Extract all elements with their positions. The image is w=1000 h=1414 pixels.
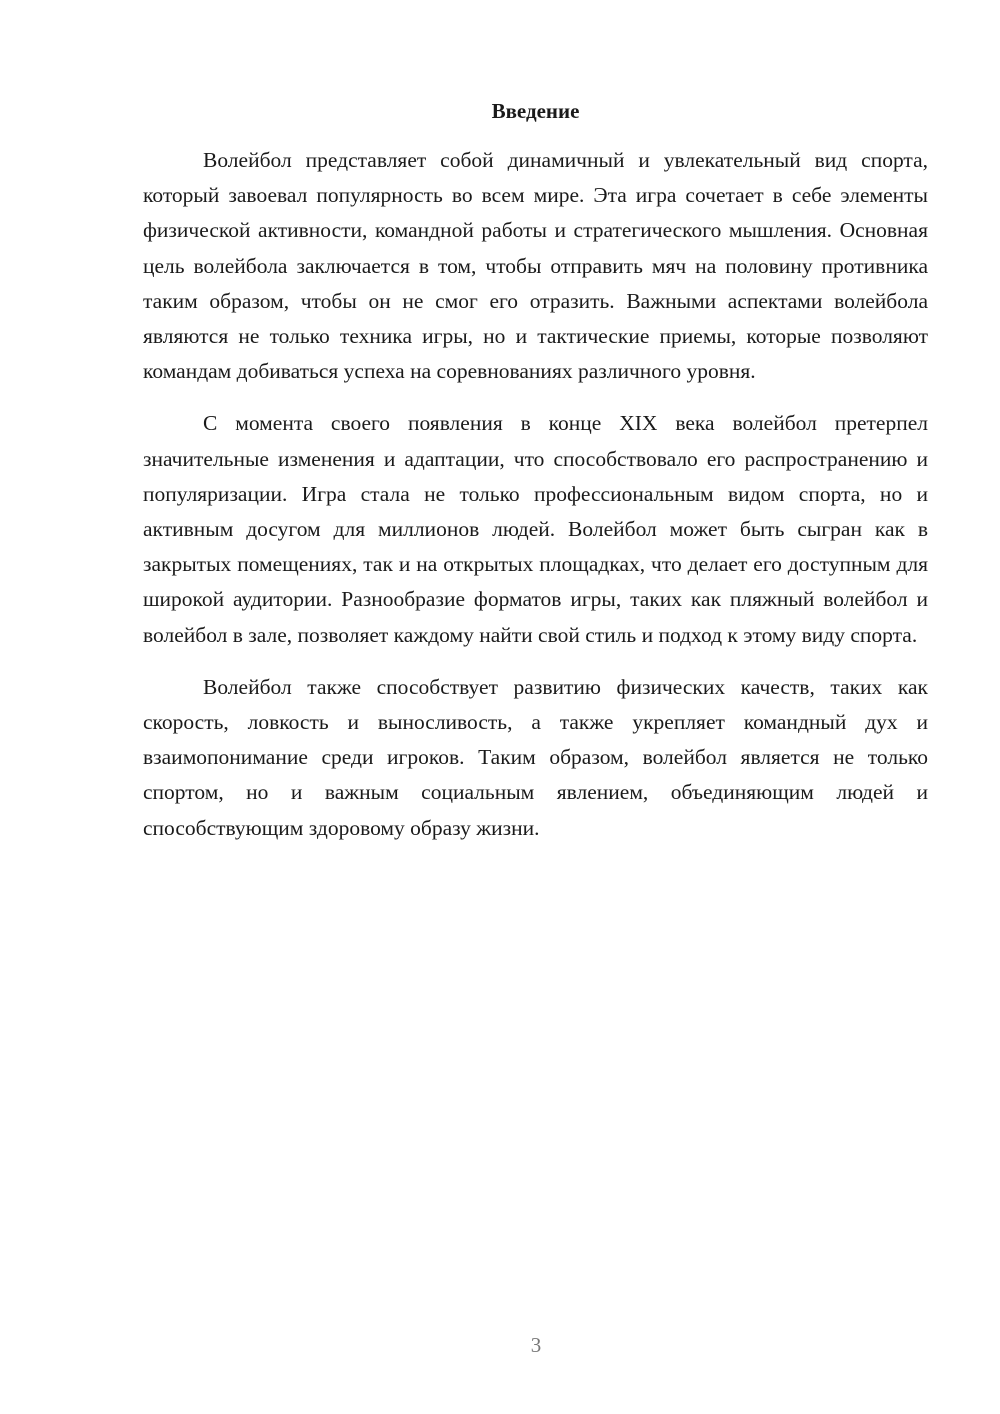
document-body (143, 143, 928, 863)
document-title: Введение (491, 99, 580, 123)
page-number: 3 (530, 1333, 542, 1357)
paragraph-1: Волейбол представляет собой динамичный и увлекательный вид спорта, который завоевал популярность во всем мире. Эта игра сочетает в себе элементы физической активности, командной работы и стратегического мышления. Основная цель волейбола заключается в том, чтобы отправить мяч на половину противника таким образом, чтобы он не смог его отразить. Важными аспектами волейбола являются не только техника игры, но и тактические приемы, которые позволяют командам добиваться успеха на соревнованиях различного уровня. (143, 148, 928, 384)
paragraph-3: Волейбол также способствует развитию физических качеств, таких как скорость, ловкость и выносливость, а также укрепляет командный дух и взаимопонимание среди игроков. Таким образом, волейбол является не только спортом, но и важным социальным явлением, объединяющим людей и способствующим здоровому образу жизни. (143, 674, 928, 840)
paragraph-2: С момента своего появления в конце XIX века волейбол претерпел значительные изменения и адаптации, что способствовало его распространению и популяризации. Игра стала не только профессиональным видом спорта, но и активным досугом для миллионов людей. Волейбол может быть сыгран как в закрытых помещениях, так и на открытых площадках, что делает его доступным для широкой аудитории. Разнообразие форматов игры, таких как пляжный волейбол и волейбол в зале, позволяет каждому найти свой стиль и подход к этому виду спорта. (143, 411, 928, 647)
